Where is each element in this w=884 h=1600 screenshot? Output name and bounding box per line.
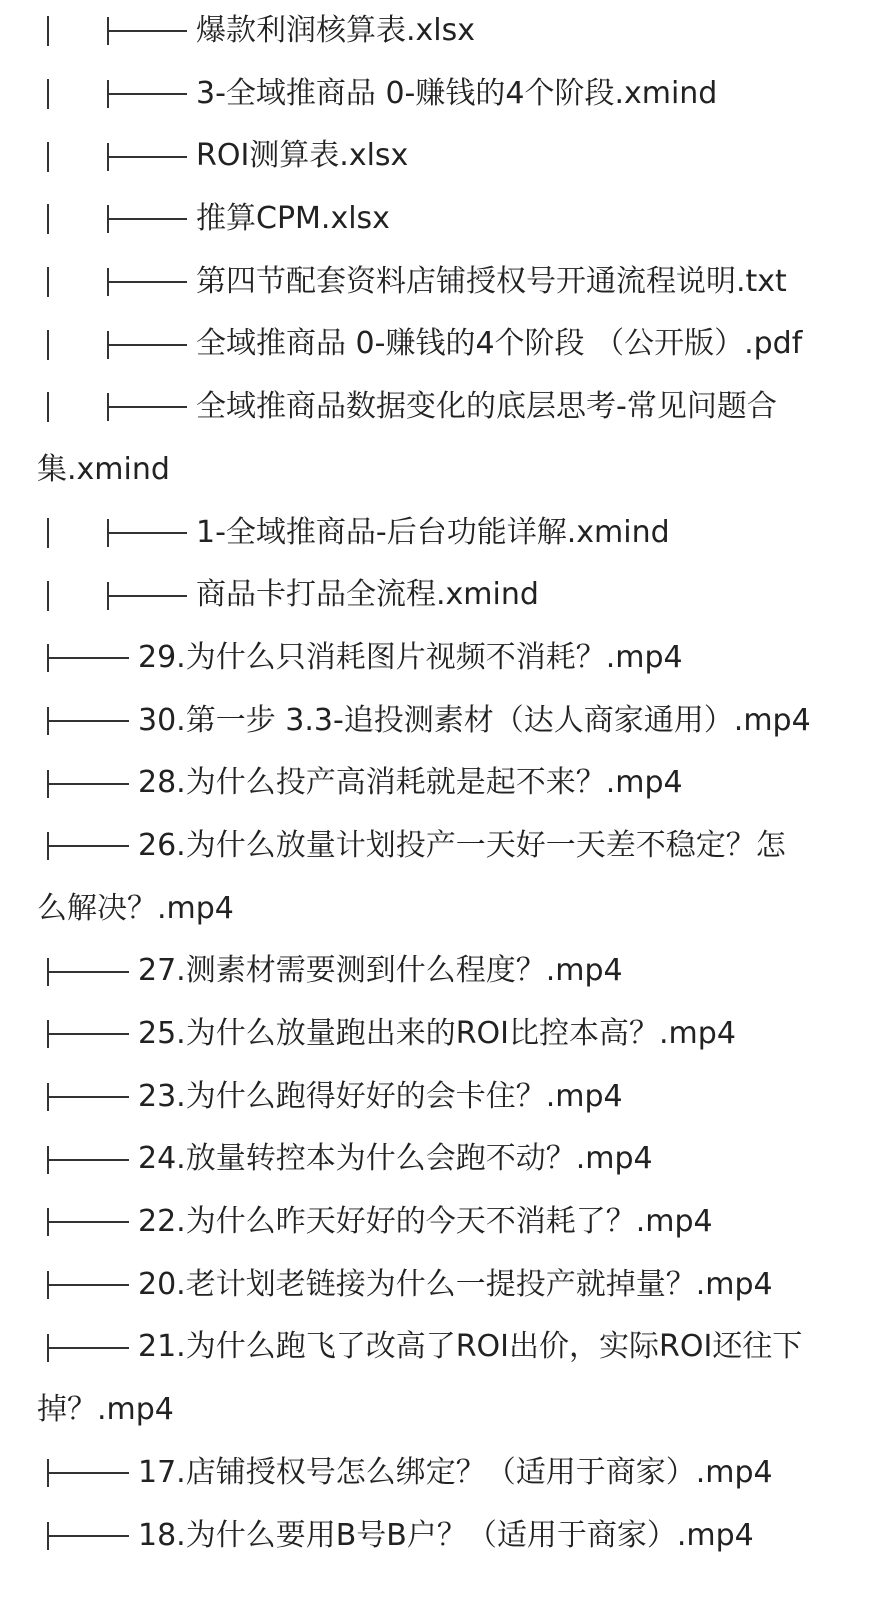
file-name: 28.为什么投产高消耗就是起不来？.mp4: [138, 765, 683, 801]
file-name: 29.为什么只消耗图片视频不消耗？.mp4: [138, 639, 683, 675]
file-name: 集.xmind: [37, 451, 170, 487]
file-name: 掉？.mp4: [37, 1392, 174, 1428]
file-name: 推算CPM.xlsx: [196, 201, 390, 237]
tree-entry: [0, 502, 884, 565]
file-name: 商品卡打品全流程.xmind: [196, 577, 539, 613]
tree-branch-connector: [107, 143, 187, 171]
file-name: ROI测算表.xlsx: [196, 138, 409, 174]
tree-entry: [0, 627, 884, 690]
tree-line-continuation: [0, 878, 884, 941]
tree-entry: [0, 63, 884, 126]
tree-entry: [0, 1316, 884, 1379]
tree-entry: [0, 1191, 884, 1254]
tree-vertical-line: [47, 16, 49, 46]
tree-branch-connector: [47, 1334, 129, 1362]
file-name: 爆款利润核算表.xlsx: [196, 13, 476, 48]
tree-vertical-line: [47, 518, 49, 548]
tree-branch-connector: [47, 707, 129, 735]
tree-vertical-line: [47, 142, 49, 172]
tree-branch-connector: [107, 268, 187, 296]
tree-branch-connector: [47, 1208, 129, 1236]
tree-vertical-line: [47, 267, 49, 297]
tree-entry: [0, 752, 884, 815]
tree-entry: [0, 188, 884, 251]
tree-entry: [0, 564, 884, 627]
tree-branch-connector: [47, 770, 129, 798]
tree-branch-connector: [47, 1271, 129, 1299]
tree-line-continuation: [0, 439, 884, 502]
tree-entry: [0, 376, 884, 439]
tree-branch-connector: [47, 1020, 129, 1048]
tree-branch-connector: [47, 1083, 129, 1111]
tree-line-continuation: [0, 1379, 884, 1442]
tree-vertical-line: [47, 330, 49, 360]
tree-entry: [0, 1128, 884, 1191]
file-name: 18.为什么要用B号B户？（适用于商家）.mp4: [138, 1517, 754, 1553]
tree-entry: [0, 0, 884, 63]
file-name: 第四节配套资料店铺授权号开通流程说明.txt: [196, 263, 787, 299]
tree-entry: [0, 125, 884, 188]
tree-branch-connector: [107, 17, 187, 45]
file-name: 27.测素材需要测到什么程度？.mp4: [138, 953, 623, 989]
tree-branch-connector: [47, 832, 129, 860]
file-name: 26.为什么放量计划投产一天好一天差不稳定？怎: [138, 827, 786, 863]
file-name: 23.为什么跑得好好的会卡住？.mp4: [138, 1078, 623, 1114]
file-name: 21.为什么跑飞了改高了ROI出价，实际ROI还往下: [138, 1329, 803, 1365]
tree-entry: [0, 251, 884, 314]
tree-branch-connector: [47, 1459, 129, 1487]
tree-entry: [0, 1066, 884, 1129]
tree-entry: [0, 1505, 884, 1568]
file-name: 3-全域推商品 0-赚钱的4个阶段.xmind: [196, 75, 718, 111]
tree-branch-connector: [107, 331, 187, 359]
tree-vertical-line: [47, 204, 49, 234]
tree-entry: [0, 1254, 884, 1317]
tree-branch-connector: [47, 1146, 129, 1174]
file-name: 么解决？.mp4: [37, 890, 234, 926]
tree-vertical-line: [47, 79, 49, 109]
file-name: 22.为什么昨天好好的今天不消耗了？.mp4: [138, 1204, 713, 1240]
tree-branch-connector: [107, 582, 187, 610]
tree-branch-connector: [107, 393, 187, 421]
file-name: 24.放量转控本为什么会跑不动？.mp4: [138, 1141, 653, 1177]
tree-branch-connector: [107, 80, 187, 108]
tree-entry: [0, 1442, 884, 1505]
file-name: 全域推商品数据变化的底层思考-常见问题合: [196, 389, 777, 425]
tree-entry: [0, 690, 884, 753]
tree-vertical-line: [47, 392, 49, 422]
tree-entry: [0, 313, 884, 376]
tree-entry: [0, 1003, 884, 1066]
file-name: 1-全域推商品-后台功能详解.xmind: [196, 514, 670, 550]
file-name: 全域推商品 0-赚钱的4个阶段 （公开版）.pdf: [196, 326, 803, 362]
file-name: 20.老计划老链接为什么一提投产就掉量？.mp4: [138, 1266, 773, 1302]
tree-branch-connector: [107, 519, 187, 547]
tree-branch-connector: [47, 1522, 129, 1550]
tree-entry: [0, 940, 884, 1003]
tree-branch-connector: [107, 205, 187, 233]
file-name: 17.店铺授权号怎么绑定？（适用于商家）.mp4: [138, 1454, 773, 1490]
tree-entry: [0, 815, 884, 878]
tree-branch-connector: [47, 958, 129, 986]
file-name: 30.第一步 3.3-追投测素材（达人商家通用）.mp4: [138, 702, 811, 738]
tree-vertical-line: [47, 581, 49, 611]
tree-branch-connector: [47, 644, 129, 672]
file-name: 25.为什么放量跑出来的ROI比控本高？.mp4: [138, 1016, 736, 1051]
